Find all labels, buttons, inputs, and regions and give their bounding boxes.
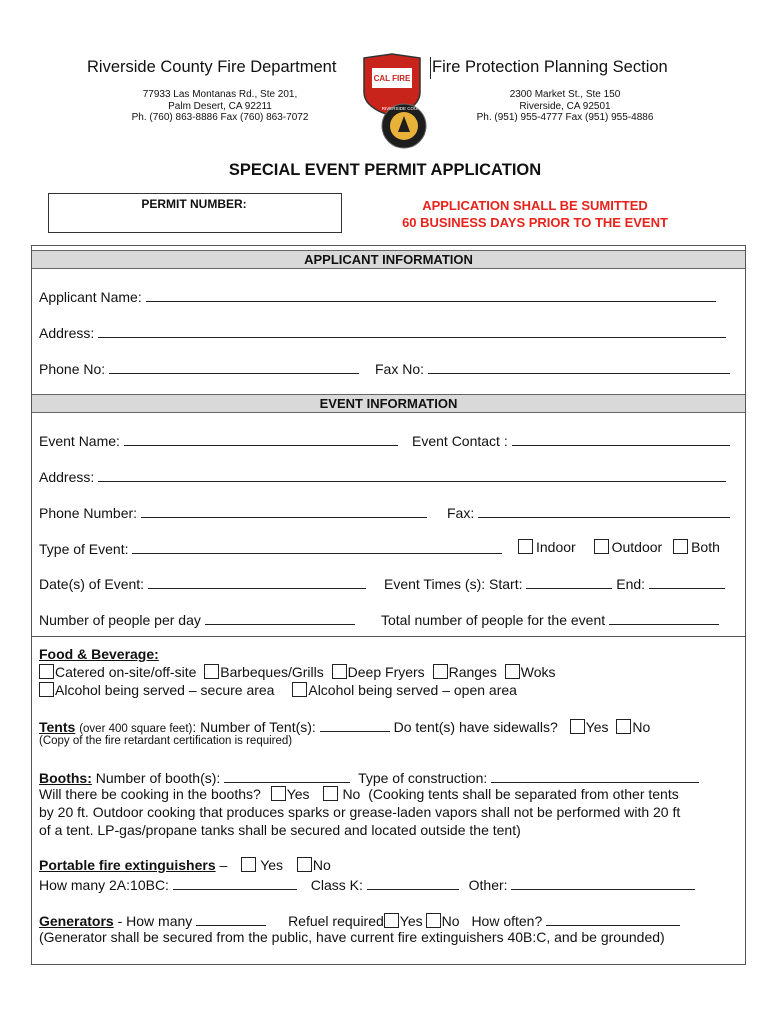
ranges-checkbox[interactable] xyxy=(433,664,448,679)
generators-how-often-label: How often? xyxy=(471,913,543,929)
extinguishers-other-field[interactable] xyxy=(511,875,695,890)
booths-number-label: Number of booth(s): xyxy=(95,770,221,786)
left-address-line2: Palm Desert, CA 92211 xyxy=(168,100,272,112)
right-phone: Ph. (951) 955-4777 Fax (951) 955-4886 xyxy=(476,112,654,123)
event-type-field[interactable] xyxy=(132,539,502,554)
applicant-address-field[interactable] xyxy=(98,323,726,338)
generators-how-many-label: - How many xyxy=(117,913,193,929)
people-per-day-row xyxy=(39,610,355,628)
agency-logo xyxy=(356,52,428,152)
people-per-day-label: Number of people per day xyxy=(39,612,201,628)
tents-note: (Copy of the fire retardant certification is required) xyxy=(39,735,293,747)
food-heading: Food & Beverage: xyxy=(39,646,159,662)
event-address-label: Address: xyxy=(39,469,95,485)
event-contact-label: Event Contact : xyxy=(412,433,508,449)
left-agency-title: Riverside County Fire Department xyxy=(87,58,337,76)
both-checkbox[interactable] xyxy=(673,539,688,554)
event-end-field[interactable] xyxy=(649,574,725,589)
alcohol-secure-checkbox[interactable] xyxy=(39,682,54,697)
form-title: SPECIAL EVENT PERMIT APPLICATION xyxy=(228,161,542,179)
indoor-checkbox[interactable] xyxy=(518,539,533,554)
generators-yes-label: Yes xyxy=(399,913,423,929)
booths-note2: by 20 ft. Outdoor cooking that produces sparks or grease-laden vapors shall not be performed with 20 ft xyxy=(39,804,681,820)
outdoor-label: Outdoor xyxy=(611,539,663,555)
event-phone-label: Phone Number: xyxy=(39,505,138,521)
booths-note3: of a tent. LP-gas/propane tanks shall be secured and located outside the tent) xyxy=(39,822,521,838)
tents-sidewalls-label: Do tent(s) have sidewalls? xyxy=(393,719,558,735)
seal-text: RIVERSIDE COUNTY xyxy=(381,106,427,111)
tents-row xyxy=(39,717,650,735)
event-times-row xyxy=(384,574,725,592)
generators-yes-checkbox[interactable] xyxy=(384,913,399,928)
event-start-field[interactable] xyxy=(526,574,612,589)
fryers-checkbox[interactable] xyxy=(332,664,347,679)
event-name-label: Event Name: xyxy=(39,433,120,449)
applicant-section-heading: APPLICANT INFORMATION xyxy=(32,250,745,269)
event-dates-field[interactable] xyxy=(148,574,366,589)
right-address-line1: 2300 Market St., Ste 150 xyxy=(509,89,621,100)
applicant-fax-row xyxy=(375,359,730,377)
tents-no-label: No xyxy=(632,719,651,735)
alcohol-open-label: Alcohol being served – open area xyxy=(308,682,517,698)
tents-number-label: : Number of Tent(s): xyxy=(192,719,316,735)
right-address-line2: Riverside, CA 92501 xyxy=(519,100,611,112)
both-label: Both xyxy=(691,539,720,555)
extinguishers-row2 xyxy=(39,875,695,893)
left-address-line1: 77933 Las Montanas Rd., Ste 201, xyxy=(142,89,298,100)
left-address-block xyxy=(100,89,340,124)
extinguishers-no-checkbox[interactable] xyxy=(297,857,312,872)
applicant-address-label: Address: xyxy=(39,325,95,341)
event-fax-row xyxy=(447,503,730,521)
bbq-checkbox[interactable] xyxy=(204,664,219,679)
bbq-label: Barbeques/Grills xyxy=(220,664,324,680)
extinguishers-heading: Portable fire extinguishers xyxy=(39,857,216,873)
extinguishers-yes-label: Yes xyxy=(260,857,284,873)
event-type-label: Type of Event: xyxy=(39,541,129,557)
cal-fire-text: CAL FIRE xyxy=(373,74,411,83)
catered-checkbox[interactable] xyxy=(39,664,54,679)
generators-how-often-field[interactable] xyxy=(546,911,680,926)
applicant-name-field[interactable] xyxy=(146,287,716,302)
event-name-field[interactable] xyxy=(124,431,398,446)
booths-no-checkbox[interactable] xyxy=(323,786,338,801)
generators-no-label: No xyxy=(441,913,460,929)
food-options-row2 xyxy=(39,682,517,698)
booths-cooking-label: Will there be cooking in the booths? xyxy=(39,786,261,802)
event-address-row xyxy=(39,467,726,485)
woks-label: Woks xyxy=(520,664,556,680)
food-options-row1 xyxy=(39,664,555,680)
alcohol-secure-label: Alcohol being served – secure area xyxy=(55,682,275,698)
event-name-row xyxy=(39,431,398,449)
event-phone-field[interactable] xyxy=(141,503,427,518)
booths-row1 xyxy=(39,768,699,786)
extinguishers-other-label: Other: xyxy=(468,877,508,893)
event-fax-field[interactable] xyxy=(478,503,730,518)
indoor-label: Indoor xyxy=(536,539,576,555)
permit-number-label: PERMIT NUMBER: xyxy=(141,197,247,211)
generators-refuel-label: Refuel required xyxy=(288,913,384,929)
right-agency-title: Fire Protection Planning Section xyxy=(432,58,668,76)
booths-yes-checkbox[interactable] xyxy=(271,786,286,801)
applicant-name-label: Applicant Name: xyxy=(39,289,142,305)
people-total-field[interactable] xyxy=(609,610,719,625)
warning-line1: APPLICATION SHALL BE SUMITTED xyxy=(422,198,648,213)
warning-line2: 60 BUSINESS DAYS PRIOR TO THE EVENT xyxy=(402,215,668,230)
generators-how-many-field[interactable] xyxy=(196,911,266,926)
extinguishers-classk-field[interactable] xyxy=(367,875,459,890)
tents-number-field[interactable] xyxy=(320,717,390,732)
generators-note: (Generator shall be secured from the public, have current fire extinguishers 40B:C, and be grounded) xyxy=(39,929,665,945)
tents-qualifier: (over 400 square feet) xyxy=(79,723,193,735)
event-fax-label: Fax: xyxy=(447,505,475,521)
tents-no-checkbox[interactable] xyxy=(616,719,631,734)
tents-heading: Tents xyxy=(39,719,76,735)
extinguishers-row1 xyxy=(39,857,331,873)
event-dates-label: Date(s) of Event: xyxy=(39,576,145,592)
tents-yes-checkbox[interactable] xyxy=(570,719,585,734)
booths-construction-label: Type of construction: xyxy=(358,770,488,786)
applicant-phone-field[interactable] xyxy=(109,359,359,374)
tents-yes-label: Yes xyxy=(585,719,609,735)
event-location-options xyxy=(518,539,720,555)
booths-construction-field[interactable] xyxy=(491,768,699,783)
applicant-phone-label: Phone No: xyxy=(39,361,106,377)
extinguishers-classk-label: Class K: xyxy=(310,877,363,893)
booths-row2 xyxy=(39,786,679,802)
extinguishers-2a10bc-field[interactable] xyxy=(173,875,297,890)
header-divider xyxy=(430,57,431,79)
outdoor-checkbox[interactable] xyxy=(594,539,609,554)
applicant-fax-field[interactable] xyxy=(428,359,730,374)
generators-heading: Generators xyxy=(39,913,114,929)
generators-no-checkbox[interactable] xyxy=(426,913,441,928)
event-contact-field[interactable] xyxy=(512,431,730,446)
extinguishers-dash: – xyxy=(219,857,228,873)
booths-number-field[interactable] xyxy=(224,768,350,783)
extinguishers-yes-checkbox[interactable] xyxy=(241,857,256,872)
applicant-name-row xyxy=(39,287,716,305)
applicant-phone-row xyxy=(39,359,359,377)
alcohol-open-checkbox[interactable] xyxy=(292,682,307,697)
right-address-block xyxy=(440,89,690,124)
catered-label: Catered on-site/off-site xyxy=(55,664,197,680)
applicant-address-row xyxy=(39,323,726,341)
generators-row xyxy=(39,911,680,929)
event-contact-row xyxy=(412,431,730,449)
fryers-label: Deep Fryers xyxy=(347,664,425,680)
extinguishers-2a10bc-label: How many 2A:10BC: xyxy=(39,877,169,893)
event-phone-row xyxy=(39,503,427,521)
event-dates-row xyxy=(39,574,366,592)
booths-no-label: No xyxy=(342,786,361,802)
event-type-row xyxy=(39,539,502,557)
applicant-fax-label: Fax No: xyxy=(375,361,425,377)
section-divider xyxy=(32,636,745,637)
event-end-label: End: xyxy=(616,576,646,592)
booths-note1: (Cooking tents shall be separated from other tents xyxy=(368,786,679,802)
woks-checkbox[interactable] xyxy=(505,664,520,679)
people-total-row xyxy=(381,610,719,628)
booths-heading: Booths: xyxy=(39,770,92,786)
ranges-label: Ranges xyxy=(448,664,497,680)
left-phone: Ph. (760) 863-8886 Fax (760) 863-7072 xyxy=(131,112,309,123)
event-start-label: Event Times (s): Start: xyxy=(384,576,523,592)
event-section-heading: EVENT INFORMATION xyxy=(32,394,745,413)
people-per-day-field[interactable] xyxy=(205,610,355,625)
extinguishers-no-label: No xyxy=(312,857,331,873)
booths-yes-label: Yes xyxy=(286,786,310,802)
event-address-field[interactable] xyxy=(98,467,726,482)
people-total-label: Total number of people for the event xyxy=(381,612,606,628)
